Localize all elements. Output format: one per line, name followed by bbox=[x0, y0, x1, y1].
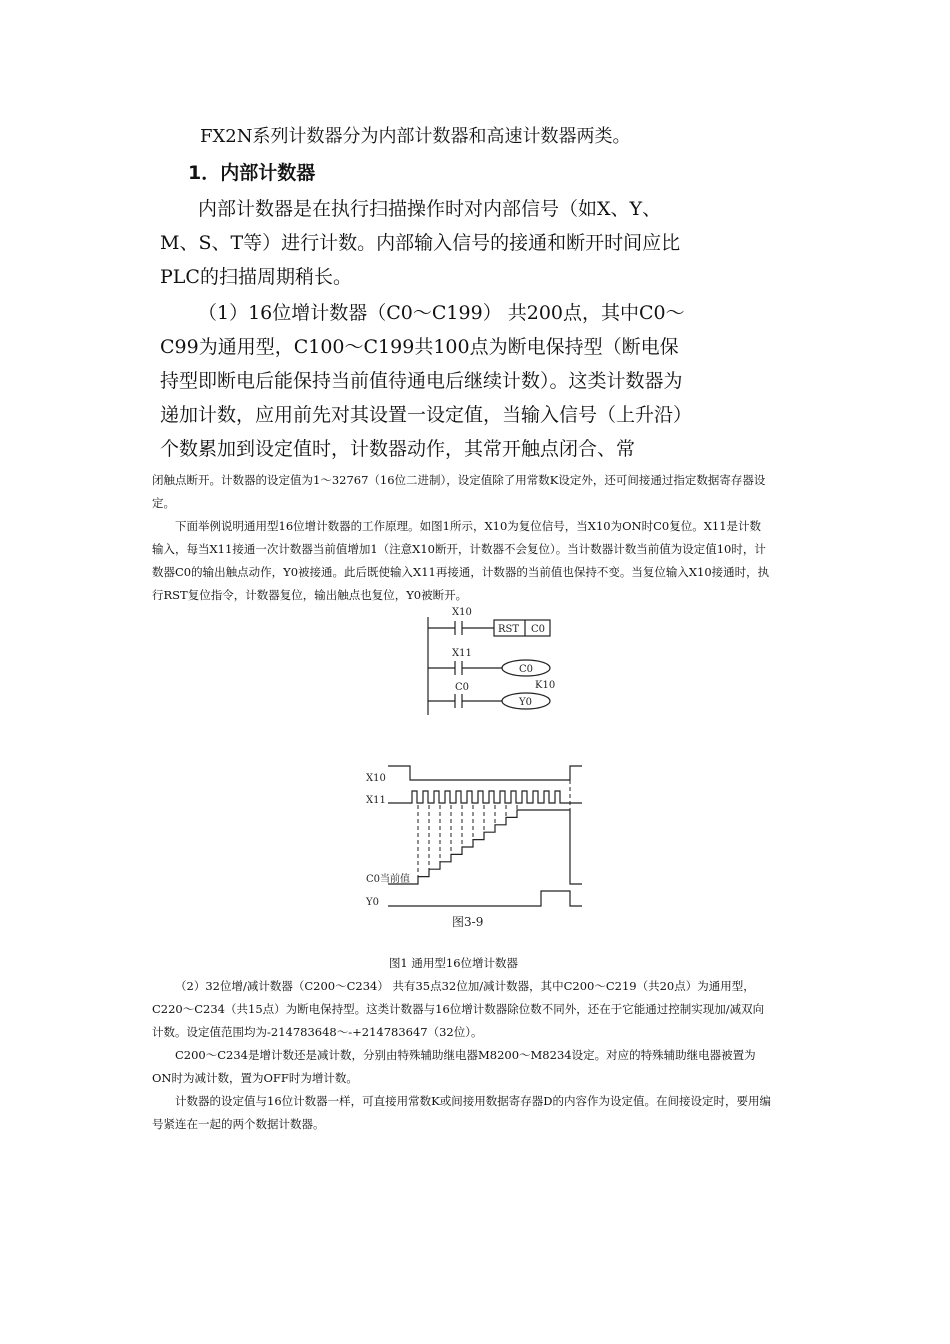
ladder-c0-contact-label: C0 bbox=[455, 682, 470, 693]
timing-c0-label: C0当前值 bbox=[366, 874, 411, 885]
ladder-coil-c0-label: C0 bbox=[519, 664, 534, 675]
timing-figure-label: 图3-9 bbox=[452, 915, 484, 929]
ladder-k10-label: K10 bbox=[535, 680, 556, 691]
para-32bit bbox=[152, 975, 772, 1044]
timing-x10-label: X10 bbox=[366, 773, 386, 784]
ladder-y0-label: Y0 bbox=[519, 697, 532, 708]
timing-y0-label: Y0 bbox=[366, 897, 379, 908]
timing-diagram bbox=[388, 766, 582, 906]
ladder-rst-c0-label: C0 bbox=[531, 624, 546, 635]
para-setting bbox=[152, 1090, 772, 1136]
para3-text: 下面举例说明通用型16位增计数器的工作原理。如图1所示，X10为复位信号，当X10为ON时C0复位。X11是计数输入，每当X11接通一次计数器当前值增加1（注意X10断开，计数器不会复位）。当计数器计数当前值为设定值10时，计数器C0的输出触点动作，Y0被接通。此后既使输入X11再接通，计数器的当前值也保持不变。当复位输入X10接通时，执行RST复位指令，计数器复位，输出触点也复位，Y0被断开。 bbox=[152, 519, 770, 602]
para1-text: 内部计数器是在执行扫描操作时对内部信号（如X、Y、M、S、T等）进行计数。内部输入信号的接通和断开时间应比PLC的扫描周期稍长。 bbox=[160, 198, 681, 288]
figure-caption: 图1 通用型16位增计数器 bbox=[388, 956, 519, 970]
intro-line: FX2N系列计数器分为内部计数器和高速计数器两类。 bbox=[200, 126, 631, 147]
para2-cont-text: 闭触点断开。计数器的设定值为1～32767（16位二进制），设定值除了用常数K设定外，还可间接通过指定数据寄存器设定。 bbox=[152, 473, 766, 510]
para5-text: C200～C234是增计数还是减计数，分别由特殊辅助继电器M8200～M8234设定。对应的特殊辅助继电器被置为ON时为减计数，置为OFF时为增计数。 bbox=[152, 1048, 756, 1085]
para-updown bbox=[152, 1044, 772, 1090]
ladder-x11-label: X11 bbox=[452, 648, 472, 659]
para6-text: 计数器的设定值与16位计数器一样，可直接用常数K或间接用数据寄存器D的内容作为设定值。在间接设定时，要用编号紧连在一起的两个数据计数器。 bbox=[152, 1094, 771, 1131]
timing-x11-label: X11 bbox=[366, 795, 386, 806]
para2-text: （1）16位增计数器（C0～C199） 共200点，其中C0～C99为通用型，C100～C199共100点为断电保持型（断电保持型即断电后能保持当前值待通电后继续计数）。这类计数器为递加计数，应用前先对其设置一设定值，当输入信号（上升沿）个数累加到设定值时，计数器动作，其常开触点闭合、常 bbox=[160, 302, 685, 460]
para4-text: （2）32位增/减计数器（C200～C234） 共有35点32位加/减计数器，其中C200～C219（共20点）为通用型，C220～C234（共15点）为断电保持型。这类计数器与16位增计数器除位数不同外，还在于它能通过控制实现加/减双向计数。设定值范围均为-214783648～-+214783647（32位）。 bbox=[152, 979, 765, 1039]
ladder-x10-label: X10 bbox=[452, 607, 472, 618]
ladder-rst-label: RST bbox=[498, 624, 520, 635]
section-heading: 1．内部计数器 bbox=[188, 162, 316, 184]
